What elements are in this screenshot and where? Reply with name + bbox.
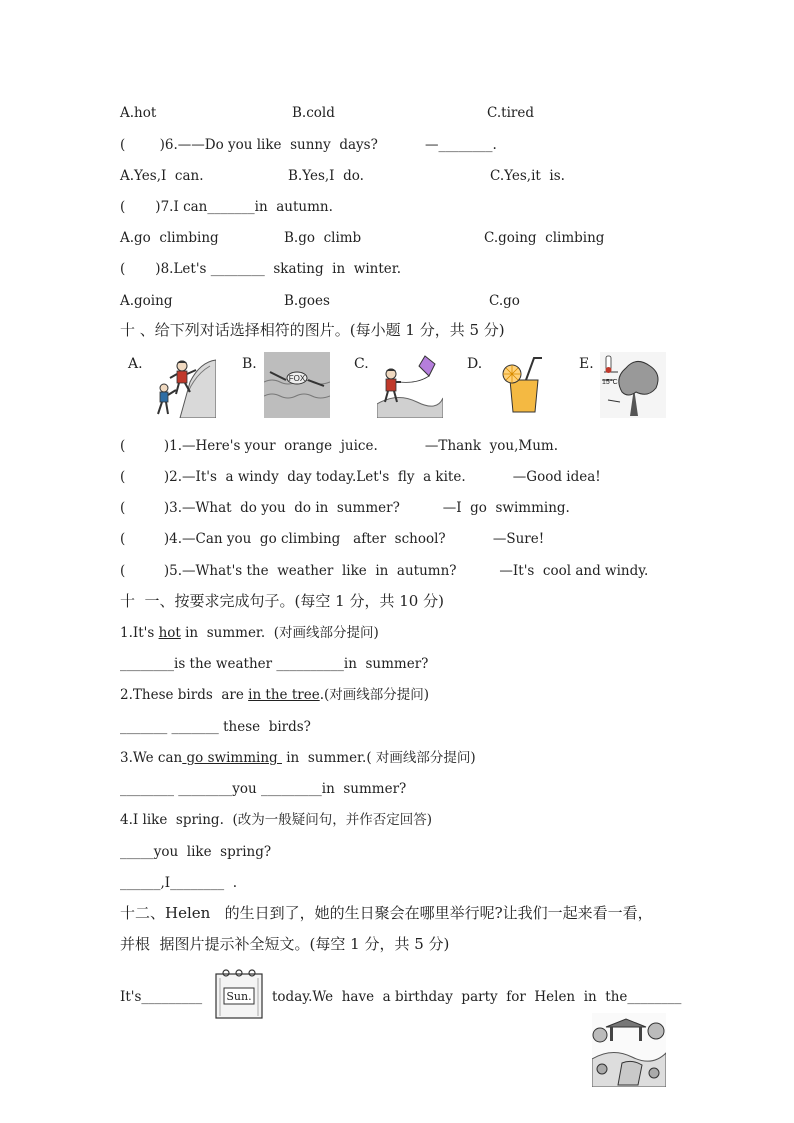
s11-q3-pre: 3.We can xyxy=(120,750,183,766)
s11-question-4: 4.I like spring. (改为一般疑问句，并作否定回答) xyxy=(120,812,432,828)
question-6: ( )6.——Do you like sunny days? —________. xyxy=(120,137,497,153)
s11-answer-4a: _____you like spring? xyxy=(120,844,272,860)
q8-option-b: B.goes xyxy=(284,293,330,309)
s11-q1-underlined: hot xyxy=(158,625,181,641)
s11-q1-post: in summer. (对画线部分提问) xyxy=(180,625,379,641)
dialogue-2: ( )2.—It's a windy day today.Let's fly a kite. —Good idea! xyxy=(120,469,601,485)
dialogue-4: ( )4.—Can you go climbing after school? —Sure! xyxy=(120,531,545,547)
calendar-picture xyxy=(212,966,266,1020)
temperature-text: 15°C xyxy=(602,379,618,386)
q6-option-b: B.Yes,I do. xyxy=(288,168,364,184)
windy-weather-picture xyxy=(600,352,666,418)
picture-label-a: A. xyxy=(128,356,143,372)
swim-cap-text: FOX xyxy=(288,374,306,383)
s11-q3-post: in summer.( 对画线部分提问) xyxy=(281,750,476,766)
question-8: ( )8.Let's ________ skating in winter. xyxy=(120,261,402,277)
s11-q2-pre: 2.These birds are xyxy=(120,687,249,703)
picture-label-c: C. xyxy=(354,356,369,372)
q6-option-a: A.Yes,I can. xyxy=(120,168,204,184)
kite-picture xyxy=(377,352,443,418)
swimming-picture xyxy=(264,352,330,418)
dialogue-1: ( )1.—Here's your orange juice. —Thank you,Mum. xyxy=(120,438,558,454)
s12-text-pre: It's_________ xyxy=(120,989,203,1005)
orange-juice-picture xyxy=(490,352,556,418)
s11-answer-2: _______ _______ these birds? xyxy=(120,719,311,735)
q5-option-a: A.hot xyxy=(120,105,157,121)
section-10-title: 十 、给下列对话选择相符的图片。(每小题 1 分，共 5 分) xyxy=(120,321,505,339)
q7-option-c: C.going climbing xyxy=(484,230,605,246)
picture-label-e: E. xyxy=(579,356,594,372)
s11-answer-4b: ______,I________ . xyxy=(120,875,237,891)
q8-option-c: C.go xyxy=(489,293,520,309)
q7-option-b: B.go climb xyxy=(284,230,362,246)
s11-question-3 xyxy=(120,749,476,767)
s11-question-2 xyxy=(120,686,429,704)
s11-question-1 xyxy=(120,624,379,642)
s11-answer-3: ________ ________you _________in summer? xyxy=(120,781,407,797)
q7-option-a: A.go climbing xyxy=(120,230,219,246)
q5-option-c: C.tired xyxy=(487,105,534,121)
calendar-day-text: Sun. xyxy=(226,990,252,1003)
q8-option-a: A.going xyxy=(120,293,173,309)
s11-q3-underlined: go swimming xyxy=(182,750,282,766)
dialogue-3: ( )3.—What do you do in summer? —I go swimming. xyxy=(120,500,570,516)
dialogue-5: ( )5.—What's the weather like in autumn? —It's cool and windy. xyxy=(120,563,649,579)
s11-q2-post: .(对画线部分提问) xyxy=(319,687,430,703)
q6-option-c: C.Yes,it is. xyxy=(490,168,565,184)
section-11-title: 十 一、按要求完成句子。(每空 1 分，共 10 分) xyxy=(120,592,444,610)
picture-label-d: D. xyxy=(467,356,483,372)
s11-q2-underlined: in the tree xyxy=(248,687,320,703)
picture-label-b: B. xyxy=(242,356,257,372)
section-12-title-line1: 十二、Helen 的生日到了，她的生日聚会在哪里举行呢?让我们一起来看一看， xyxy=(120,904,653,922)
q5-option-b: B.cold xyxy=(292,105,335,121)
park-picture xyxy=(592,1013,666,1087)
climbing-picture xyxy=(150,352,216,418)
s11-answer-1: ________is the weather __________in summer? xyxy=(120,656,429,672)
s12-text-post: today.We have a birthday party for Helen in the________ xyxy=(272,989,682,1005)
section-12-title-line2: 并根 据图片提示补全短文。(每空 1 分，共 5 分) xyxy=(120,935,450,953)
s11-q1-pre: 1.It's xyxy=(120,625,159,641)
question-7: ( )7.I can_______in autumn. xyxy=(120,199,333,215)
